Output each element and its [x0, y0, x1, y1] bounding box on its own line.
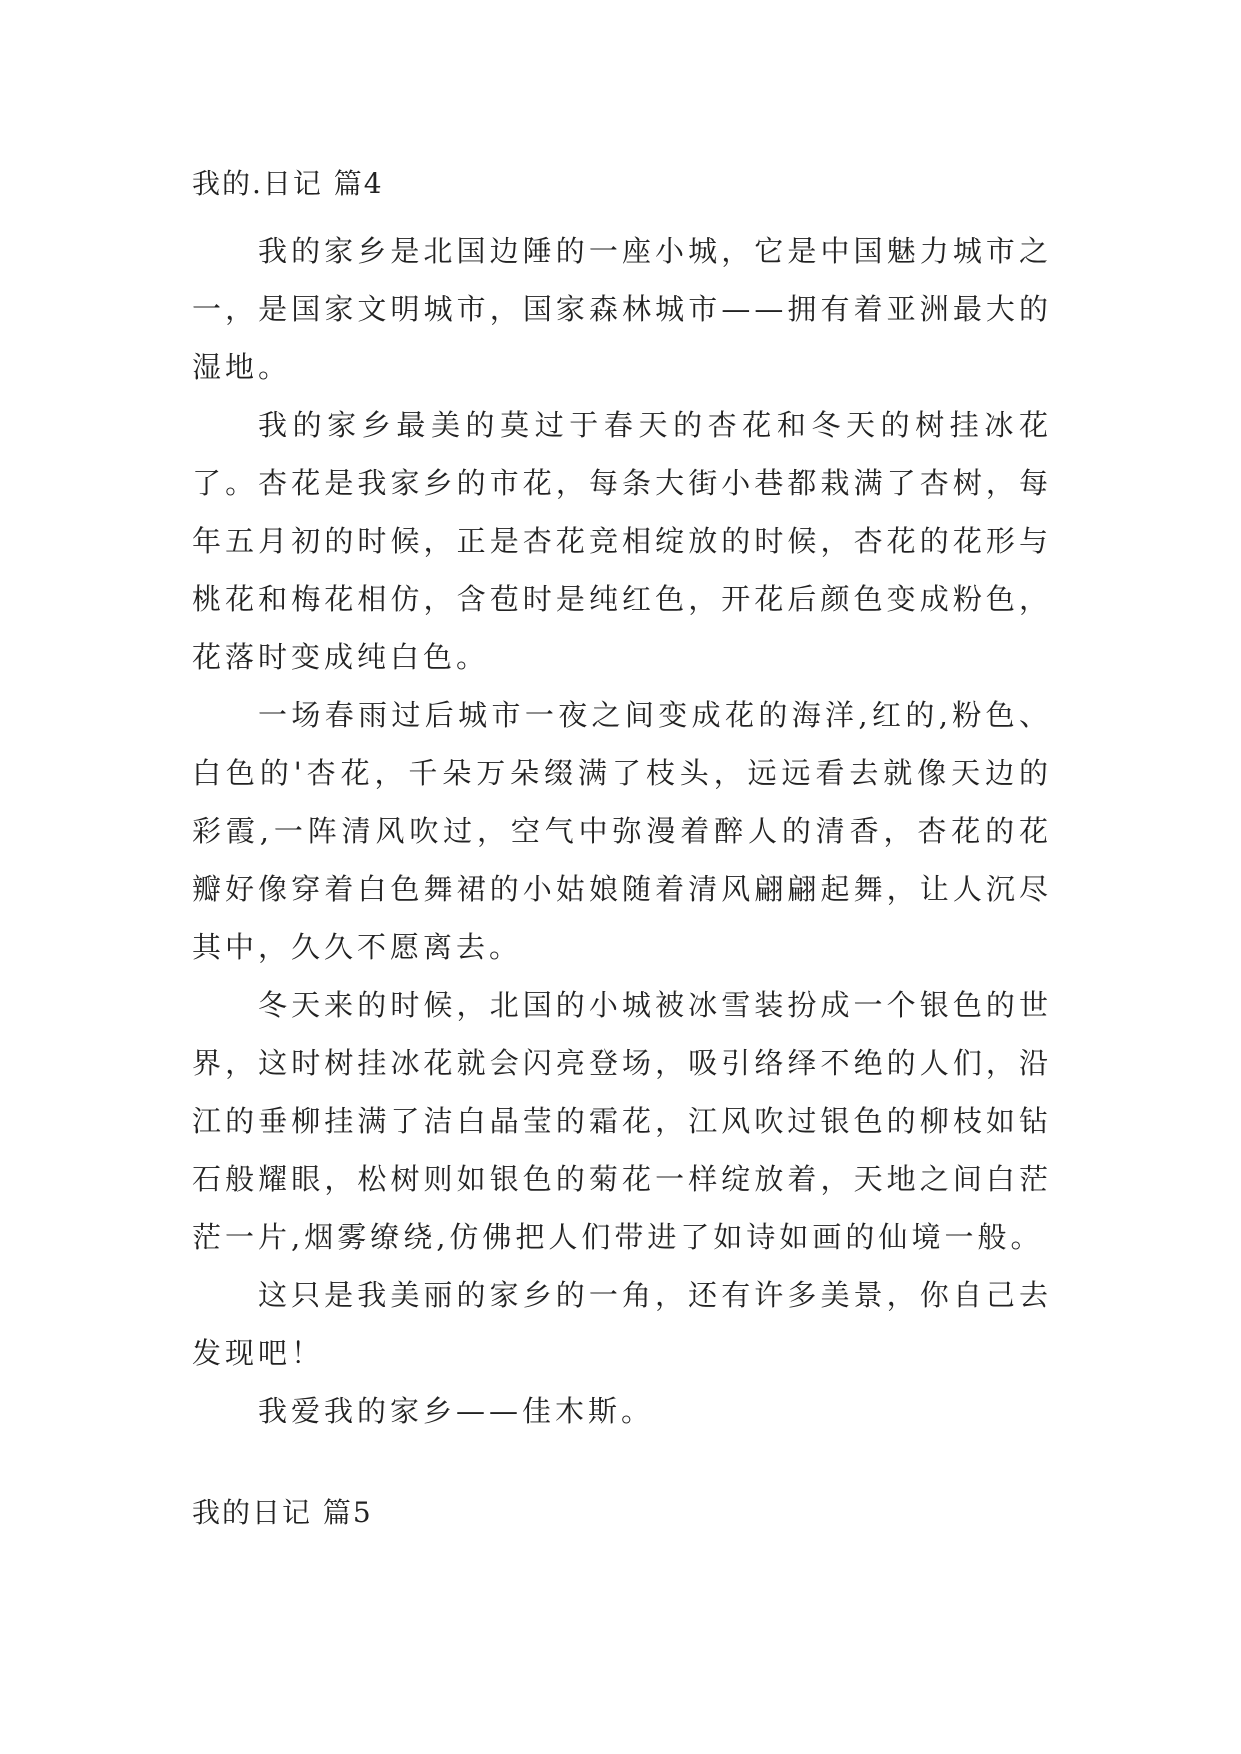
paragraph-5: 这只是我美丽的家乡的一角，还有许多美景，你自己去发现吧！	[192, 1278, 1052, 1370]
diary-heading-4: 我的.日记 篇4	[192, 167, 384, 200]
paragraph-2: 我的家乡最美的莫过于春天的杏花和冬天的树挂冰花了。杏花是我家乡的市花，每条大街小巷都栽满了杏树，每年五月初的时候，正是杏花竞相绽放的时候，杏花的花形与桃花和梅花相仿，含苞时是纯红色，开花后颜色变成粉色，花落时变成纯白色。	[192, 408, 1052, 674]
paragraph-3: 一场春雨过后城市一夜之间变成花的海洋,红的,粉色、白色的'杏花，千朵万朵缀满了枝头，远远看去就像天边的彩霞,一阵清风吹过，空气中弥漫着醉人的清香，杏花的花瓣好像穿着白色舞裙的小姑娘随着清风翩翩起舞，让人沉尽其中，久久不愿离去。	[192, 698, 1052, 964]
diary-body	[192, 222, 1052, 1440]
paragraph-1: 我的家乡是北国边陲的一座小城，它是中国魅力城市之一，是国家文明城市，国家森林城市——拥有着亚洲最大的湿地。	[192, 234, 1052, 384]
paragraph-6: 我爱我的家乡——佳木斯。	[258, 1394, 655, 1428]
paragraph-4: 冬天来的时候，北国的小城被冰雪装扮成一个银色的世界，这时树挂冰花就会闪亮登场，吸引络绎不绝的人们，沿江的垂柳挂满了洁白晶莹的霜花，江风吹过银色的柳枝如钻石般耀眼，松树则如银色的菊花一样绽放着，天地之间白茫茫一片,烟雾缭绕,仿佛把人们带进了如诗如画的仙境一般。	[192, 988, 1052, 1254]
diary-heading-5: 我的日记 篇5	[192, 1496, 373, 1529]
